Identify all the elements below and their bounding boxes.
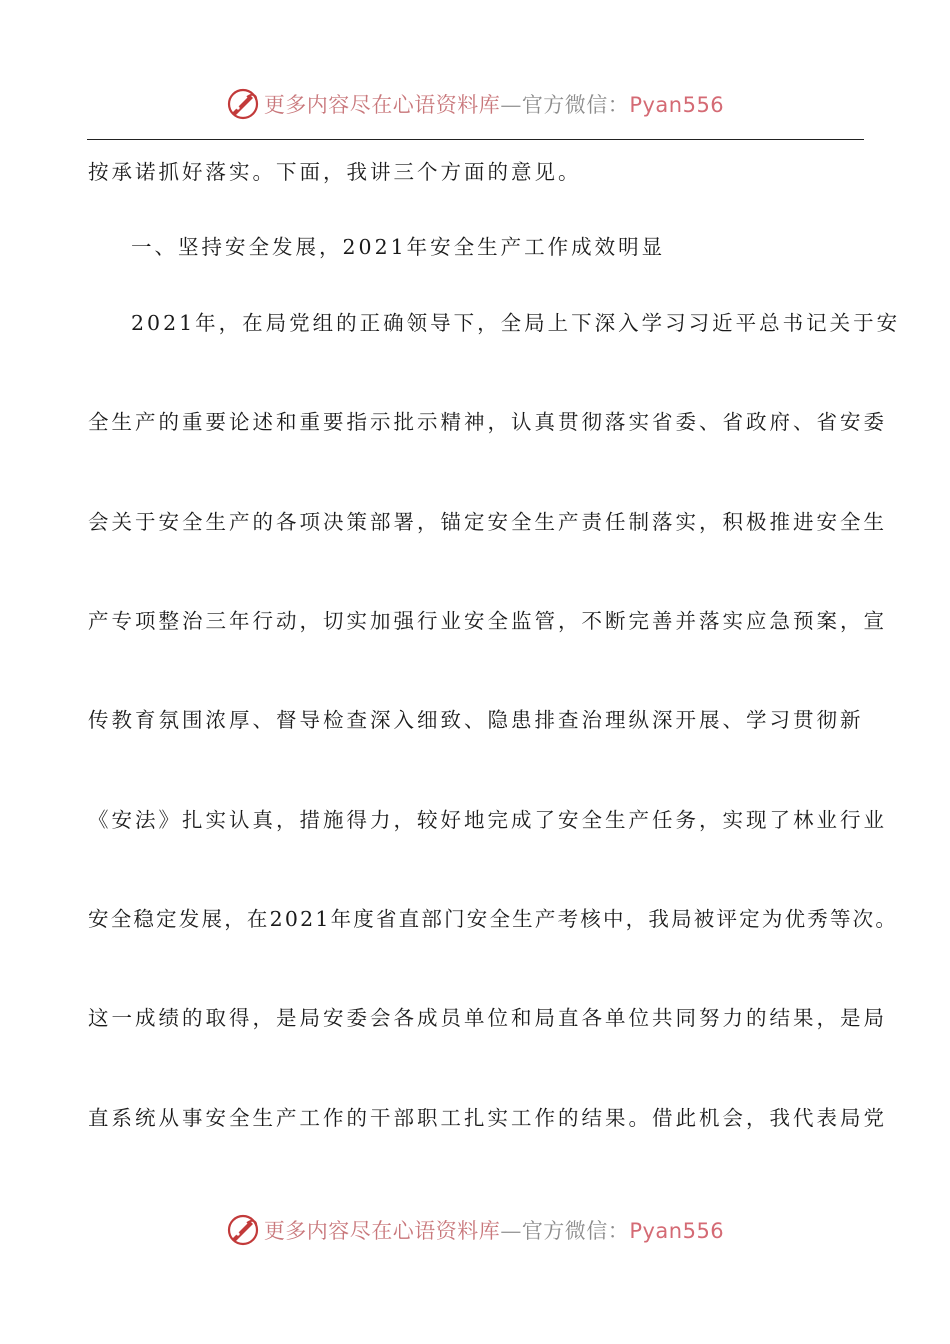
body-line-7: 传教育氛围浓厚、督导检查深入细致、隐患排查治理纵深开展、学习贯彻新 — [88, 708, 864, 732]
footer-banner-handle: Pyan556 — [629, 1219, 725, 1243]
body-line-4: 全生产的重要论述和重要指示批示精神，认真贯彻落实省委、省政府、省安委 — [88, 410, 887, 434]
pen-logo-icon — [226, 1213, 260, 1247]
body-line-8: 《安法》扎实认真，措施得力，较好地完成了安全生产任务，实现了林业行业 — [88, 808, 887, 832]
footer-banner-official: 官方微信： — [521, 1219, 630, 1243]
section-heading: 一、坚持安全发展，2021年安全生产工作成效明显 — [131, 235, 666, 259]
footer-banner-dash: — — [500, 1219, 522, 1243]
header-banner-handle: Pyan556 — [629, 93, 725, 117]
footer-banner — [0, 1208, 950, 1252]
body-line-6: 产专项整治三年行动，切实加强行业安全监管，不断完善并落实应急预案，宣 — [88, 609, 887, 633]
body-line-9: 安全稳定发展，在2021年度省直部门安全生产考核中，我局被评定为优秀等次。 — [88, 907, 899, 931]
header-divider — [87, 139, 864, 140]
footer-banner-text — [264, 1215, 724, 1245]
header-banner-dash: — — [500, 93, 522, 117]
body-line-11: 直系统从事安全生产工作的干部职工扎实工作的结果。借此机会，我代表局党 — [88, 1106, 887, 1130]
body-line-1: 按承诺抓好落实。下面，我讲三个方面的意见。 — [88, 160, 582, 184]
body-line-5: 会关于安全生产的各项决策部署，锚定安全生产责任制落实，积极推进安全生 — [88, 510, 887, 534]
footer-banner-main: 更多内容尽在心语资料库 — [263, 1219, 501, 1243]
header-banner-text — [264, 89, 724, 119]
body-line-3: 2021年，在局党组的正确领导下，全局上下深入学习习近平总书记关于安 — [131, 311, 901, 335]
pen-logo-icon — [226, 87, 260, 121]
header-banner-main: 更多内容尽在心语资料库 — [263, 93, 501, 117]
body-line-10: 这一成绩的取得，是局安委会各成员单位和局直各单位共同努力的结果，是局 — [88, 1006, 887, 1030]
header-banner — [0, 82, 950, 126]
header-banner-official: 官方微信： — [521, 93, 630, 117]
